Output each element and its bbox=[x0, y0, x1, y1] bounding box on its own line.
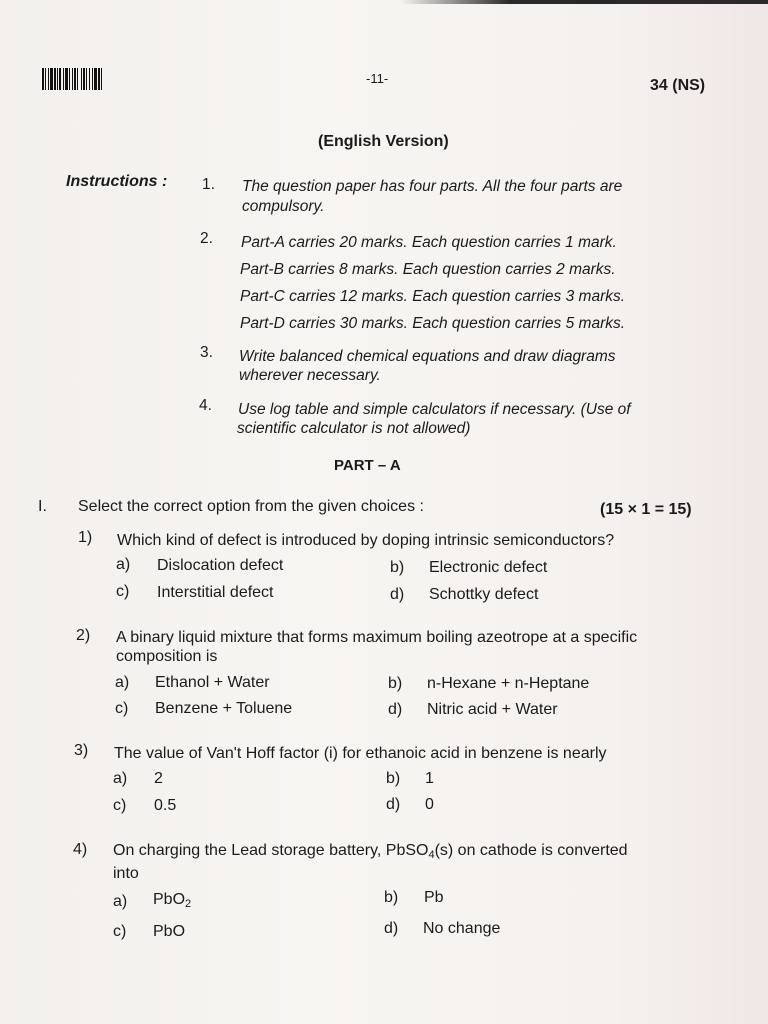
option-text: Ethanol + Water bbox=[155, 674, 270, 691]
instruction-line: Write balanced chemical equations and draw diagrams bbox=[239, 348, 616, 365]
option-text: Interstitial defect bbox=[157, 584, 274, 601]
option-label: d) bbox=[384, 920, 399, 937]
question-text: A binary liquid mixture that forms maximum boiling azeotrope at a specific bbox=[116, 629, 638, 646]
question-text: On charging the Lead storage battery, PbSO$_4$(s) on cathode is converted bbox=[113, 842, 628, 861]
question-text: composition is bbox=[116, 648, 218, 665]
option-label: c) bbox=[113, 797, 127, 814]
option-label: d) bbox=[386, 796, 401, 813]
option-label: a) bbox=[115, 674, 130, 691]
question-number: 3) bbox=[74, 742, 89, 759]
option-text: No change bbox=[423, 920, 501, 937]
option-label: c) bbox=[115, 700, 129, 717]
instruction-number: 4. bbox=[199, 397, 212, 414]
section-marks: (15 × 1 = 15) bbox=[600, 501, 692, 518]
section-number: I. bbox=[38, 498, 47, 515]
paper-edge-shadow bbox=[400, 0, 768, 4]
option-label: b) bbox=[384, 889, 399, 906]
option-text: 0 bbox=[425, 796, 434, 813]
instruction-line: Part-B carries 8 marks. Each question carries 2 marks. bbox=[240, 261, 616, 278]
instruction-line: Use log table and simple calculators if necessary. (Use of bbox=[238, 401, 631, 418]
option-label: b) bbox=[388, 675, 403, 692]
question-number: 2) bbox=[76, 627, 91, 644]
option-text: PbO bbox=[153, 923, 186, 940]
instruction-number: 3. bbox=[200, 344, 213, 361]
page-number: -11- bbox=[366, 71, 389, 86]
instruction-number: 1. bbox=[202, 176, 215, 193]
option-label: a) bbox=[113, 770, 128, 787]
option-text: Pb bbox=[424, 889, 444, 906]
option-label: c) bbox=[113, 923, 127, 940]
instruction-line: Part-A carries 20 marks. Each question carries 1 mark. bbox=[241, 234, 617, 251]
section-instruction: Select the correct option from the given choices : bbox=[78, 498, 424, 515]
question-number: 4) bbox=[73, 841, 88, 858]
instruction-line: Part-C carries 12 marks. Each question carries 3 marks. bbox=[240, 288, 626, 305]
part-a-title: PART – A bbox=[334, 457, 401, 474]
paper-code: 34 (NS) bbox=[650, 77, 706, 94]
option-label: d) bbox=[390, 586, 405, 603]
option-text: PbO$_2$ bbox=[153, 891, 192, 910]
option-label: a) bbox=[113, 893, 128, 910]
option-text: Dislocation defect bbox=[157, 557, 284, 574]
instruction-line: The question paper has four parts. All the four parts are bbox=[242, 178, 623, 195]
instructions-title: Instructions : bbox=[66, 173, 168, 190]
question-text: Which kind of defect is introduced by doping intrinsic semiconductors? bbox=[117, 532, 615, 549]
instruction-number: 2. bbox=[200, 230, 213, 247]
option-label: b) bbox=[390, 559, 405, 576]
option-text: Benzene + Toluene bbox=[155, 700, 293, 717]
instruction-line: scientific calculator is not allowed) bbox=[237, 420, 471, 437]
question-text: into bbox=[113, 865, 139, 882]
option-text: Schottky defect bbox=[429, 586, 539, 603]
option-text: n-Hexane + n-Heptane bbox=[427, 675, 590, 692]
question-number: 1) bbox=[78, 529, 93, 546]
option-label: c) bbox=[116, 583, 130, 600]
option-text: Electronic defect bbox=[429, 559, 548, 576]
question-text: The value of Van't Hoff factor (i) for ethanoic acid in benzene is nearly bbox=[114, 745, 607, 762]
option-label: d) bbox=[388, 701, 403, 718]
barcode-icon bbox=[42, 68, 154, 90]
option-text: 1 bbox=[425, 770, 434, 787]
instruction-line: compulsory. bbox=[242, 198, 325, 215]
option-label: b) bbox=[386, 770, 401, 787]
option-text: 0.5 bbox=[154, 797, 177, 814]
option-text: 2 bbox=[154, 770, 163, 787]
instruction-line: wherever necessary. bbox=[239, 367, 381, 384]
version-title: (English Version) bbox=[318, 133, 449, 150]
instruction-line: Part-D carries 30 marks. Each question carries 5 marks. bbox=[240, 315, 626, 332]
option-text: Nitric acid + Water bbox=[427, 701, 558, 718]
option-label: a) bbox=[116, 556, 131, 573]
